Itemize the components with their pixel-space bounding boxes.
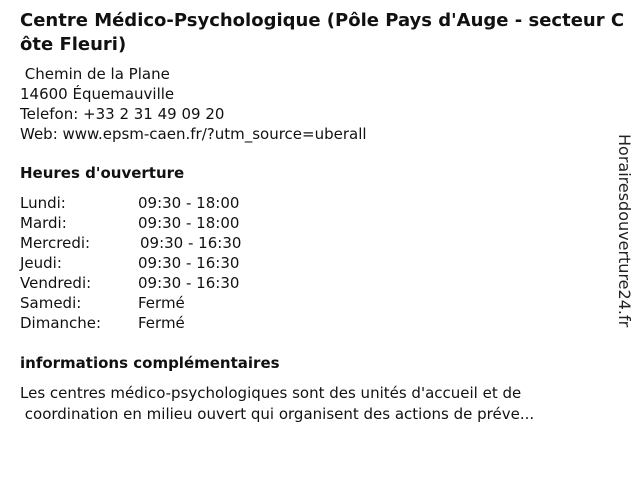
hours-row-monday — [20, 193, 320, 213]
hours-row-wednesday — [20, 233, 320, 253]
hours-row-tuesday — [20, 213, 320, 233]
day-label: Lundi: — [20, 194, 66, 212]
description-line: Les centres médico-psychologiques sont des unités d'accueil et de — [20, 384, 522, 402]
day-label: Samedi: — [20, 294, 82, 312]
time-value: 09:30 - 16:30 — [138, 274, 240, 292]
day-label: Vendredi: — [20, 274, 92, 292]
time-value: Fermé — [138, 314, 185, 332]
hours-row-thursday — [20, 253, 320, 273]
day-label: Mardi: — [20, 214, 67, 232]
page-title: Centre Médico-Psychologique (Pôle Pays d'Auge - secteur Côte Fleuri) — [20, 10, 625, 55]
day-label: Mercredi: — [20, 234, 91, 252]
description-line: coordination en milieu ouvert qui organisent des actions de préve... — [20, 405, 535, 423]
phone-number: Telefon: +33 2 31 49 09 20 — [20, 105, 225, 123]
description-text — [20, 383, 620, 425]
hours-row-friday — [20, 273, 320, 293]
opening-hours-heading: Heures d'ouverture — [20, 164, 185, 182]
time-value: 09:30 - 18:00 — [138, 214, 240, 232]
additional-info-heading: informations complémentaires — [20, 354, 280, 372]
time-value: 09:30 - 16:30 — [138, 254, 240, 272]
day-label: Jeudi: — [20, 254, 62, 272]
site-watermark: Horairesdouverture24.fr — [615, 134, 634, 328]
hours-row-sunday — [20, 313, 320, 333]
time-value: 09:30 - 16:30 — [140, 234, 242, 252]
website-link: Web: www.epsm-caen.fr/?utm_source=uberall — [20, 125, 367, 143]
street-address: Chemin de la Plane — [20, 65, 170, 83]
time-value: 09:30 - 18:00 — [138, 194, 240, 212]
hours-row-saturday — [20, 293, 320, 313]
day-label: Dimanche: — [20, 314, 102, 332]
opening-hours-table — [20, 193, 320, 333]
city-address: 14600 Équemauville — [20, 85, 175, 103]
time-value: Fermé — [138, 294, 185, 312]
address-block — [20, 64, 367, 144]
